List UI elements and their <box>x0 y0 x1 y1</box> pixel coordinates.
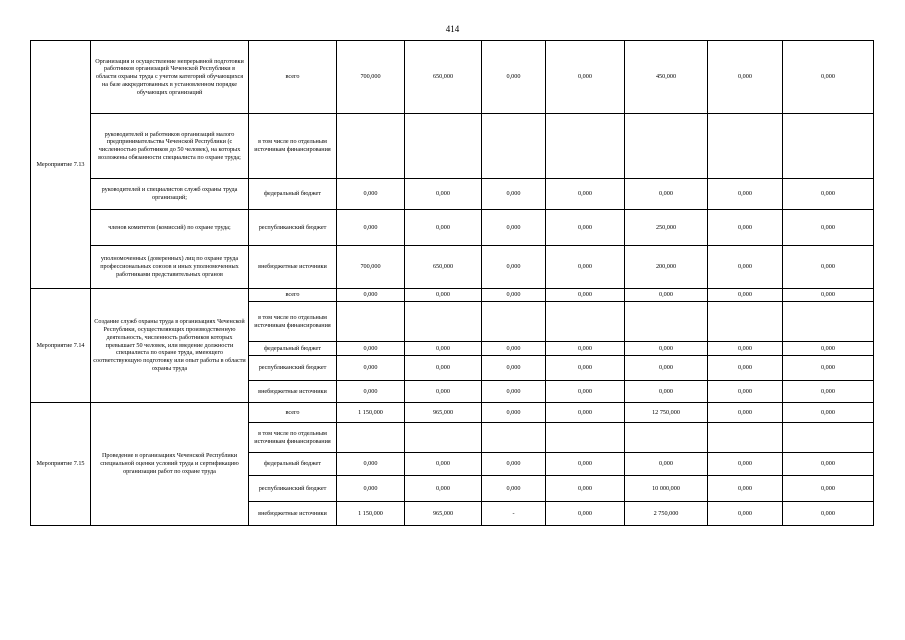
value-cell: 0,000 <box>546 502 625 526</box>
value-cell: 0,000 <box>482 356 546 381</box>
value-cell: 0,000 <box>625 342 708 356</box>
value-cell: 0,000 <box>546 356 625 381</box>
value-cell: 0,000 <box>783 453 874 476</box>
value-cell: 0,000 <box>783 502 874 526</box>
value-cell: 0,000 <box>482 453 546 476</box>
value-cell: 0,000 <box>337 453 405 476</box>
value-cell: 1 150,000 <box>337 403 405 423</box>
page-number: 414 <box>445 24 460 34</box>
source-cell: федеральный бюджет <box>249 453 337 476</box>
value-cell: 0,000 <box>405 342 482 356</box>
source-cell: в том числе по отдельным источникам финансирования <box>249 423 337 453</box>
value-cell: 0,000 <box>405 476 482 502</box>
value-cell: 0,000 <box>546 381 625 403</box>
value-cell: 0,000 <box>783 246 874 289</box>
value-cell: 0,000 <box>405 210 482 246</box>
value-cell: 650,000 <box>405 246 482 289</box>
value-cell: 0,000 <box>337 356 405 381</box>
description-cell: Создание служб охраны труда в организациях Чеченской Республики, осуществляющих производственную деятельность, численность работников которых превышает 50 человек, или введение должности специалиста по охране труда, имеющего соответствующую подготовку или опыт работы в области охраны труда <box>91 289 249 403</box>
value-cell: 12 750,000 <box>625 403 708 423</box>
description-cell: Организация и осуществление непрерывной подготовки работников организаций Чеченской Республики в области охраны труда с учетом категорий обучающихся на базе аккредитованных в установленном порядке обучающих организаций <box>91 41 249 114</box>
value-cell: 965,000 <box>405 502 482 526</box>
value-cell: 0,000 <box>708 41 783 114</box>
value-cell: 0,000 <box>708 476 783 502</box>
source-cell: федеральный бюджет <box>249 179 337 210</box>
value-cell <box>482 302 546 342</box>
table-row <box>31 210 874 246</box>
description-cell: Проведение в организациях Чеченской Республики специальной оценки условий труда и сертификацию организации работ по охране труда <box>91 403 249 526</box>
value-cell: 0,000 <box>482 179 546 210</box>
value-cell: 0,000 <box>625 381 708 403</box>
value-cell: 0,000 <box>405 289 482 302</box>
source-cell: республиканский бюджет <box>249 476 337 502</box>
table-row <box>31 114 874 179</box>
value-cell <box>708 423 783 453</box>
value-cell <box>546 423 625 453</box>
value-cell: 0,000 <box>783 356 874 381</box>
value-cell <box>783 114 874 179</box>
value-cell: 0,000 <box>708 342 783 356</box>
value-cell <box>625 114 708 179</box>
value-cell: 965,000 <box>405 403 482 423</box>
value-cell <box>482 423 546 453</box>
value-cell: 0,000 <box>405 453 482 476</box>
source-cell: всего <box>249 41 337 114</box>
value-cell: 200,000 <box>625 246 708 289</box>
measure-cell: Мероприятие 7.15 <box>31 403 91 526</box>
value-cell <box>708 114 783 179</box>
value-cell: 0,000 <box>337 289 405 302</box>
value-cell: 0,000 <box>783 179 874 210</box>
value-cell: 0,000 <box>546 476 625 502</box>
value-cell: 0,000 <box>546 210 625 246</box>
value-cell: 2 750,000 <box>625 502 708 526</box>
value-cell <box>482 114 546 179</box>
value-cell: 0,000 <box>783 403 874 423</box>
value-cell: 0,000 <box>625 289 708 302</box>
value-cell: 0,000 <box>482 342 546 356</box>
source-cell: всего <box>249 403 337 423</box>
value-cell: 0,000 <box>783 41 874 114</box>
value-cell: 0,000 <box>708 453 783 476</box>
description-cell: руководителей и работников организаций малого предпринимательства Чеченской Республики (с численностью работников до 50 человек), на которых возложены обязанности специалиста по охране труда; <box>91 114 249 179</box>
value-cell: 0,000 <box>546 453 625 476</box>
value-cell: 0,000 <box>625 179 708 210</box>
value-cell: 0,000 <box>337 381 405 403</box>
value-cell: 650,000 <box>405 41 482 114</box>
value-cell <box>405 302 482 342</box>
value-cell: 0,000 <box>546 289 625 302</box>
table-row <box>31 246 874 289</box>
value-cell: 0,000 <box>546 41 625 114</box>
source-cell: внебюджетные источники <box>249 381 337 403</box>
value-cell: 0,000 <box>546 179 625 210</box>
source-cell: внебюджетные источники <box>249 502 337 526</box>
table-row <box>31 403 874 423</box>
table-row <box>31 41 874 114</box>
value-cell: 0,000 <box>482 41 546 114</box>
source-cell: внебюджетные источники <box>249 246 337 289</box>
value-cell: 0,000 <box>405 356 482 381</box>
description-cell: уполномоченных (доверенных) лиц по охране труда профессиональных союзов и иных уполномоченных работниками представительных органов <box>91 246 249 289</box>
value-cell: 0,000 <box>482 210 546 246</box>
measure-cell: Мероприятие 7.14 <box>31 289 91 403</box>
value-cell: 1 150,000 <box>337 502 405 526</box>
value-cell <box>625 302 708 342</box>
measure-cell: Мероприятие 7.13 <box>31 41 91 289</box>
value-cell: 0,000 <box>625 453 708 476</box>
value-cell <box>405 114 482 179</box>
value-cell: 0,000 <box>783 476 874 502</box>
value-cell: 0,000 <box>708 210 783 246</box>
value-cell: 0,000 <box>482 289 546 302</box>
value-cell: 0,000 <box>482 381 546 403</box>
source-cell: федеральный бюджет <box>249 342 337 356</box>
source-cell: в том числе по отдельным источникам финансирования <box>249 302 337 342</box>
value-cell <box>708 302 783 342</box>
value-cell: 0,000 <box>337 476 405 502</box>
value-cell: 0,000 <box>708 246 783 289</box>
description-cell: руководителей и специалистов служб охраны труда организаций; <box>91 179 249 210</box>
value-cell: 0,000 <box>783 210 874 246</box>
value-cell: 0,000 <box>337 210 405 246</box>
value-cell <box>337 114 405 179</box>
value-cell: 0,000 <box>337 179 405 210</box>
value-cell: 250,000 <box>625 210 708 246</box>
source-cell: республиканский бюджет <box>249 356 337 381</box>
value-cell: 0,000 <box>405 179 482 210</box>
source-cell: в том числе по отдельным источникам финансирования <box>249 114 337 179</box>
budget-table <box>30 40 874 526</box>
value-cell: 10 000,000 <box>625 476 708 502</box>
value-cell: 700,000 <box>337 41 405 114</box>
value-cell: 0,000 <box>546 246 625 289</box>
value-cell <box>337 423 405 453</box>
description-cell: членов комитетов (комиссий) по охране труда; <box>91 210 249 246</box>
value-cell: 0,000 <box>625 356 708 381</box>
table-row <box>31 179 874 210</box>
value-cell: 0,000 <box>783 381 874 403</box>
source-cell: республиканский бюджет <box>249 210 337 246</box>
value-cell: 0,000 <box>546 403 625 423</box>
value-cell: 0,000 <box>482 403 546 423</box>
value-cell: 0,000 <box>708 356 783 381</box>
value-cell: 0,000 <box>337 342 405 356</box>
value-cell <box>337 302 405 342</box>
value-cell: 450,000 <box>625 41 708 114</box>
value-cell: 0,000 <box>405 381 482 403</box>
value-cell: 0,000 <box>546 342 625 356</box>
value-cell: 0,000 <box>708 381 783 403</box>
value-cell <box>546 114 625 179</box>
value-cell: 700,000 <box>337 246 405 289</box>
value-cell: 0,000 <box>783 342 874 356</box>
value-cell <box>405 423 482 453</box>
value-cell <box>783 423 874 453</box>
value-cell: 0,000 <box>783 289 874 302</box>
value-cell <box>783 302 874 342</box>
value-cell: - <box>482 502 546 526</box>
value-cell <box>625 423 708 453</box>
value-cell: 0,000 <box>708 289 783 302</box>
value-cell <box>546 302 625 342</box>
value-cell: 0,000 <box>708 403 783 423</box>
value-cell: 0,000 <box>482 476 546 502</box>
table-row <box>31 289 874 302</box>
value-cell: 0,000 <box>708 502 783 526</box>
value-cell: 0,000 <box>482 246 546 289</box>
source-cell: всего <box>249 289 337 302</box>
value-cell: 0,000 <box>708 179 783 210</box>
